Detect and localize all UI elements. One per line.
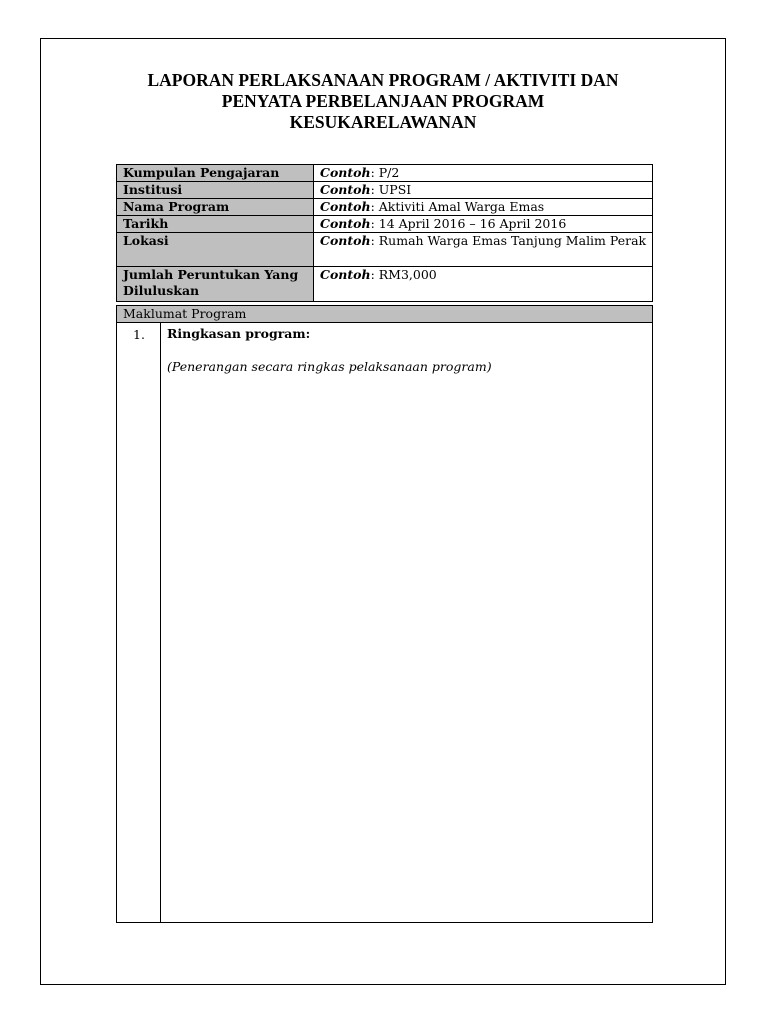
section-number: 1.	[133, 327, 145, 342]
value-lokasi	[314, 233, 653, 267]
value-text: : P/2	[370, 165, 400, 180]
value-text: : Aktiviti Amal Warga Emas	[370, 199, 545, 214]
row-kumpulan-pengajaran	[117, 165, 653, 182]
value-institusi	[314, 182, 653, 199]
label-tarikh: Tarikh	[117, 216, 314, 233]
label-nama-program: Nama Program	[117, 199, 314, 216]
contoh-prefix: Contoh	[320, 165, 371, 180]
contoh-prefix: Contoh	[320, 216, 371, 231]
value-kumpulan-pengajaran	[314, 165, 653, 182]
row-tarikh	[117, 216, 653, 233]
maklumat-program-header: Maklumat Program	[116, 305, 653, 323]
title-line-1: LAPORAN PERLAKSANAAN PROGRAM / AKTIVITI DAN	[147, 70, 619, 90]
contoh-prefix: Contoh	[320, 267, 371, 282]
section-instruction: (Penerangan secara ringkas pelaksanaan program)	[167, 359, 492, 374]
title-line-2: PENYATA PERBELANJAAN PROGRAM	[221, 91, 545, 111]
label-lokasi: Lokasi	[117, 233, 314, 267]
value-nama-program	[314, 199, 653, 216]
contoh-prefix: Contoh	[320, 182, 371, 197]
value-text: : Rumah Warga Emas Tanjung Malim Perak	[370, 233, 647, 248]
value-text: : 14 April 2016 – 16 April 2016	[370, 216, 567, 231]
value-tarikh	[314, 216, 653, 233]
contoh-prefix: Contoh	[320, 233, 371, 248]
label-jumlah-peruntukan: Jumlah Peruntukan Yang Diluluskan	[117, 267, 314, 302]
row-institusi	[117, 182, 653, 199]
document-title	[40, 70, 726, 133]
row-lokasi	[117, 233, 653, 267]
value-text: : UPSI	[370, 182, 412, 197]
label-institusi: Institusi	[117, 182, 314, 199]
title-line-3: KESUKARELAWANAN	[289, 112, 477, 132]
row-jumlah-peruntukan	[117, 267, 653, 302]
value-jumlah-peruntukan	[314, 267, 653, 302]
section-heading: Ringkasan program:	[167, 326, 311, 341]
ringkasan-program-section	[116, 322, 653, 923]
contoh-prefix: Contoh	[320, 199, 371, 214]
column-divider	[160, 323, 161, 922]
row-nama-program	[117, 199, 653, 216]
label-kumpulan-pengajaran: Kumpulan Pengajaran	[117, 165, 314, 182]
program-info-table	[116, 164, 653, 302]
value-text: : RM3,000	[370, 267, 437, 282]
